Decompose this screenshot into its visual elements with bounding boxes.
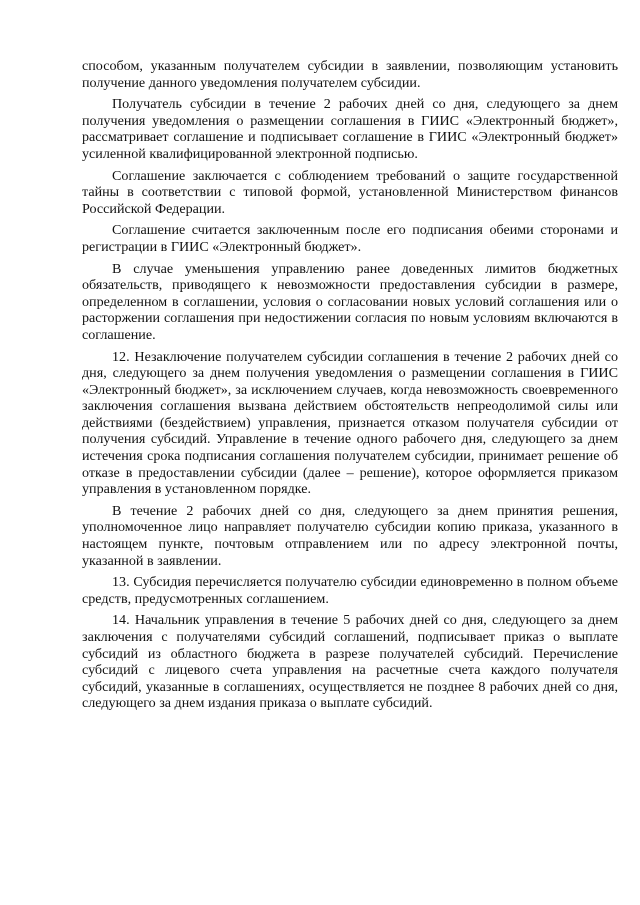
paragraph-agreement-concluded: Соглашение считается заключенным после его подписания обеими сторонами и регистрации в ГИИС «Электронный бюджет». — [82, 222, 618, 255]
document-page — [82, 58, 618, 717]
paragraph-clause-13: 13. Субсидия перечисляется получателю субсидии единовременно в полном объеме средств, предусмотренных соглашением. — [82, 574, 618, 607]
paragraph-limits-reduction: В случае уменьшения управлению ранее доведенных лимитов бюджетных обязательств, приводящего к невозможности предоставления субсидии в размере, определенном в соглашении, условия о согласовании новых условий соглашения или о расторжении соглашения при недостижении согласия по новым условиям включаются в соглашение. — [82, 260, 618, 343]
paragraph-decision-notice: В течение 2 рабочих дней со дня, следующего за днем принятия решения, уполномоченное лицо направляет получателю субсидии копию приказа, указанного в настоящем пункте, почтовым отправлением или по адресу электронной почты, указанной в заявлении. — [82, 502, 618, 569]
paragraph-clause-14: 14. Начальник управления в течение 5 рабочих дней со дня, следующего за днем заключения с получателями субсидий соглашений, подписывает приказ о выплате субсидий из областного бюджета в разрезе получателей субсидий. Перечисление субсидий с лицевого счета управления на расчетные счета каждого получателя субсидий, указанные в соглашениях, осуществляется не позднее 8 рабочих дней со дня, следующего за днем издания приказа о выплате субсидий. — [82, 612, 618, 712]
paragraph-clause-12: 12. Незаключение получателем субсидии соглашения в течение 2 рабочих дней со дня, следующего за днем получения уведомления о размещении соглашения в ГИИС «Электронный бюджет», за исключением случаев, когда невозможность своевременного заключения соглашения вызвана действием обстоятельств непреодолимой силы или действиями (бездействием) управления, признается отказом получателя субсидии от получения субсидий. Управление в течение одного рабочего дня, следующего за днем истечения срока подписания соглашения получателем субсидии, принимает решение об отказе в предоставлении субсидии (далее – решение), которое оформляется приказом управления в установленном порядке. — [82, 348, 618, 498]
paragraph-signing-deadline: Получатель субсидии в течение 2 рабочих дней со дня, следующего за днем получения уведомления о размещении соглашения в ГИИС «Электронный бюджет», рассматривает соглашение и подписывает соглашение в ГИИС «Электронный бюджет» усиленной квалифицированной электронной подписью. — [82, 96, 618, 162]
paragraph-continuation: способом, указанным получателем субсидии в заявлении, позволяющим установить получение данного уведомления получателем субсидии. — [82, 58, 618, 91]
paragraph-state-secret: Соглашение заключается с соблюдением требований о защите государственной тайны в соответствии с типовой формой, установленной Министерством финансов Российской Федерации. — [82, 167, 618, 217]
